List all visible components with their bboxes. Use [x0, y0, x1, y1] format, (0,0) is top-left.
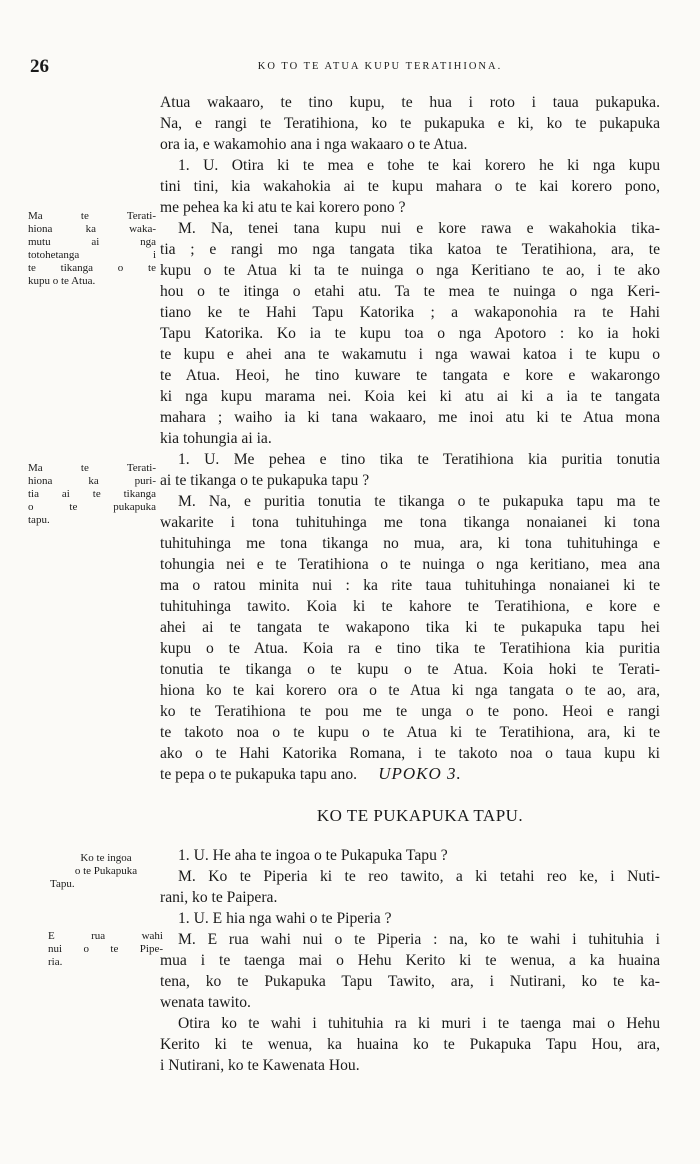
text-line: ai te tikanga o te pukapuka tapu ? [160, 472, 370, 489]
text-line: ma o ratou minita nui : ka rite taua tuhituhinga nonaianei ki te [160, 577, 660, 594]
text-line: kupu o te Atua. Koia ra e tino tika te Teratihiona kia puritia [160, 640, 660, 657]
text-line: ako o te Hahi Katorika Romana, i te takoto noa o taua kupu ki [160, 745, 660, 762]
text-line: kia tohungia ai ia. [160, 430, 272, 447]
text-line: te takoto noa o te kupu o te Atua ki te Teratihiona, ara, ki te [160, 724, 660, 741]
margin-note-line: Tapu. [50, 878, 75, 890]
text-line: 1. U. Otira ki te mea e tohe te kai korero he ki nga kupu [178, 157, 660, 174]
margin-note-line: tia ai te tikanga [28, 488, 156, 500]
text-line: M. Na, e puritia tonutia te tikanga o te pukapuka tapu ma te [178, 493, 660, 510]
text-line: 1. U. E hia nga wahi o te Piperia ? [178, 910, 392, 927]
margin-note [28, 210, 156, 288]
text-line: i Nutirani, ko te Kawenata Hou. [160, 1057, 360, 1074]
margin-note [48, 930, 163, 969]
margin-note-line: Ko te ingoa [80, 852, 132, 864]
text-line: me pehea ka ki atu te kai korero pono ? [160, 199, 406, 216]
margin-note-line: mutu ai nga [28, 236, 156, 248]
text-line: mua i te taenga mai o Hehu Kerito ki te wenua, a ka huaina [160, 952, 660, 969]
margin-note [28, 462, 156, 527]
text-line: 1. U. Me pehea e tino tika te Teratihiona kia puritia tonutia [178, 451, 660, 468]
text-line: Otira ko te wahi i tuhituhia ra ki muri i te taenga mai o Hehu [178, 1015, 660, 1032]
margin-note-line: kupu o te Atua. [28, 275, 96, 287]
text-line: tohungia nei e te Teratihiona o te nuinga o nga keritiano, mea ana [160, 556, 660, 573]
text-line: tia ; e rangi mo nga tangata tika katoa te Teratihiona, ara, te [160, 241, 660, 258]
text-line: wenata tawito. [160, 994, 251, 1011]
text-line: hiona ko te kai korero ora o te Atua ki nga tangata o te ao, ara, [160, 682, 660, 699]
text-line: 1. U. He aha te ingoa o te Pukapuka Tapu ? [178, 847, 448, 864]
margin-note-line: o te pukapuka [28, 501, 156, 513]
text-line: wakarite i tona tuhituhinga me tona tikanga nonaianei ki tona [160, 514, 660, 531]
page-number: 26 [30, 56, 49, 77]
running-title: KO TO TE ATUA KUPU TERATIHIONA. [257, 61, 503, 72]
text-line: M. E rua wahi nui o te Piperia : na, ko te wahi i tuhituhia i [178, 931, 660, 948]
text-line: ki nga kupu marama nei. Koia kei ki atu ai ki a ia te tangata [160, 388, 660, 405]
text-line: hou o te itinga o etahi atu. Ta te mea te nuinga o nga Keri- [160, 283, 660, 300]
text-line: kupu o te Atua ki ta te nuinga o nga Keritiano te ao, i te ako [160, 262, 660, 279]
margin-note-line: te tikanga o te [28, 262, 156, 274]
page-header [30, 58, 660, 78]
text-line: M. Na, tenei tana kupu nui e kore rawa e wakahokia tika- [178, 220, 660, 237]
main-text-block-1 [160, 92, 660, 785]
margin-note-line: tapu. [28, 514, 50, 526]
text-line: tuhituhinga me tona tikanga no mua, ara, ki tona tuhituhinga e [160, 535, 660, 552]
margin-note [50, 852, 162, 891]
text-line: tiano ke te Hahi Tapu Katorika ; a wakaponohia ra te Hahi [160, 304, 660, 321]
chapter-label: UPOKO 3. [378, 764, 462, 783]
text-line: Kerito ki te wenua, ka huaina ko te Pukapuka Tapu Hou, ara, [160, 1036, 660, 1053]
text-line: ahei ai te tangata te wakapono tika ki te pukapuka tapu hei [160, 619, 660, 636]
text-line: Na, e rangi te Teratihiona, ko te pukapuka e ki, ko te pukapuka [160, 115, 660, 132]
text-line: rani, ko te Paipera. [160, 889, 278, 906]
text-line: te Atua. Heoi, he tino kuware te tangata e kore e wakarongo [160, 367, 660, 384]
text-line: ora ia, e wakamohio ana i nga wakaaro o te Atua. [160, 136, 468, 153]
text-line: te pepa o te pukapuka tapu ano. [160, 766, 358, 783]
margin-note-line: Ma te Terati- [28, 462, 156, 474]
margin-note-line: o te Pukapuka [74, 865, 138, 877]
text-line: mahara ; waiho ia ki tana wakaaro, me inoi atu ki te Atua mona [160, 409, 660, 426]
text-line: M. Ko te Piperia ki te reo tawito, a ki tetahi reo ke, i Nuti- [178, 868, 660, 885]
margin-note-line: ria. [48, 956, 63, 968]
text-line: te kupu e ahei ana te wakamutu i nga wawai katoa i te kupu o [160, 346, 660, 363]
margin-note-line: E rua wahi [48, 930, 163, 942]
main-text-block-2 [160, 845, 660, 1076]
margin-note-line: totohetanga i [28, 249, 156, 261]
chapter-title: KO TE PUKAPUKA TAPU. [316, 806, 524, 825]
text-line: tena, ko te Pukapuka Tapu Tawito, ara, i Nutirani, ko te ka- [160, 973, 660, 990]
text-line: tini tini, kia wakahokia ai te kupu mahara o te kai korero pono, [160, 178, 660, 195]
text-line: tuhituhinga tawito. Koia ki te kahore te Teratihiona, e kore e [160, 598, 660, 615]
margin-note-line: nui o te Pipe- [48, 943, 163, 955]
margin-note-line: hiona ka puri- [28, 475, 156, 487]
text-line: Tapu Katorika. Ko ia te kupu toa o nga Apotoro : ko ia hoki [160, 325, 660, 342]
text-line: Atua wakaaro, te tino kupu, te hua i roto i taua pukapuka. [160, 94, 660, 111]
margin-note-line: Ma te Terati- [28, 210, 156, 222]
margin-note-line: hiona ka waka- [28, 223, 156, 235]
text-line: tonutia te tikanga o te kupu o te Atua. Koia hoki te Terati- [160, 661, 660, 678]
text-line: ko te Teratihiona te pou me te unga o te pono. Heoi e rangi [160, 703, 660, 720]
